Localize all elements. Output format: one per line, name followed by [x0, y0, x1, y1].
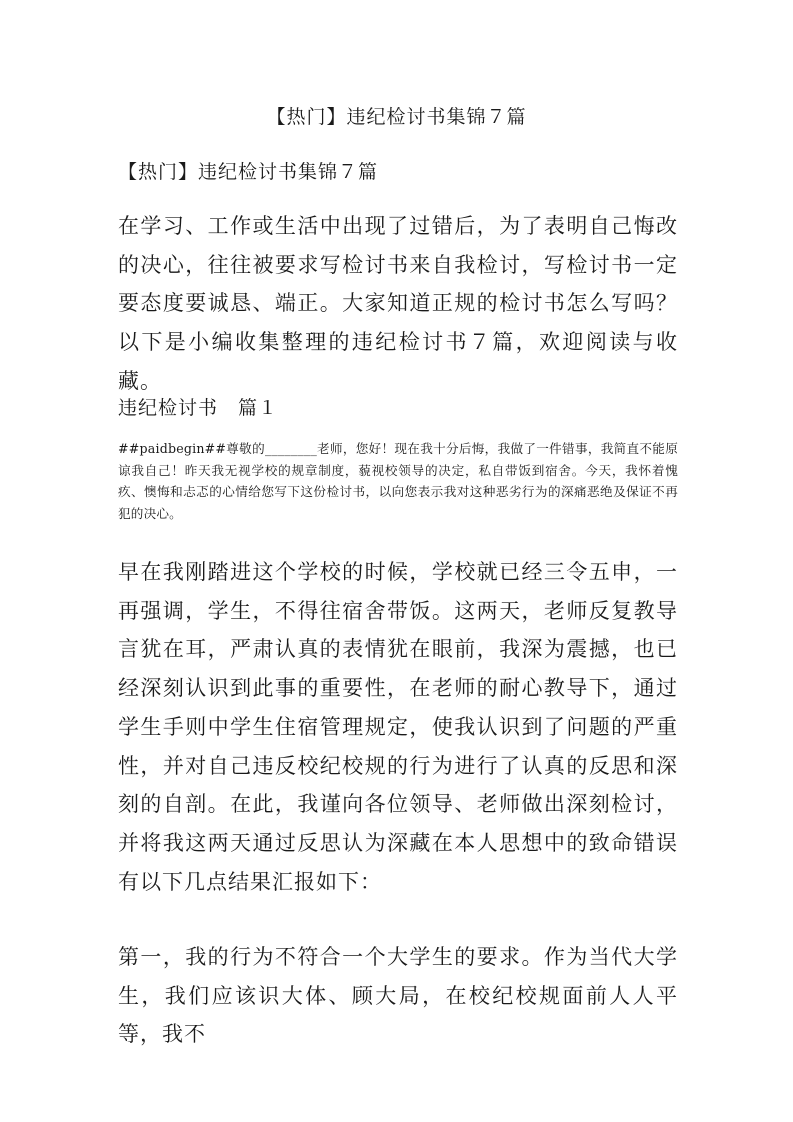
document-title: 【热门】违纪检讨书集锦７篇 — [266, 106, 527, 128]
section-heading: 违纪检讨书 篇１ — [118, 397, 279, 419]
intro-paragraph: 在学习、工作或生活中出现了过错后，为了表明自己悔改的决心，往往被要求写检讨书来自我检讨，写检讨书一定要态度要诚恳、端正。大家知道正规的检讨书怎么写吗？以下是小编收集整理的违纪检讨书７篇，欢迎阅读与收藏。 — [118, 214, 678, 393]
body-paragraph-2: 第一，我的行为不符合一个大学生的要求。作为当代大学生，我们应该识大体、顾大局，在校纪校规面前人人平等，我不 — [118, 945, 678, 1047]
document-subtitle: 【热门】违纪检讨书集锦７篇 — [118, 161, 379, 183]
salutation-paragraph: ##paidbegin##尊敬的________老师，您好！现在我十分后悔，我做了一件错事，我简直不能原谅我自己！昨天我无视学校的规章制度，藐视校领导的决定，私自带饭到宿舍。今天，我怀着愧疚、懊悔和忐忑的心情给您写下这份检讨书，以向您表示我对这种恶劣行为的深痛恶绝及保证不再犯的决心。 — [118, 441, 678, 521]
body-paragraph-1: 早在我刚踏进这个学校的时候，学校就已经三令五申，一再强调，学生，不得往宿舍带饭。这两天，老师反复教导言犹在耳，严肃认真的表情犹在眼前，我深为震撼，也已经深刻认识到此事的重要性，在老师的耐心教导下，通过学生手则中学生住宿管理规定，使我认识到了问题的严重性，并对自己违反校纪校规的行为进行了认真的反思和深刻的自剖。在此，我谨向各位领导、老师做出深刻检讨，并将我这两天通过反思认为深藏在本人思想中的致命错误有以下几点结果汇报如下： — [118, 560, 678, 894]
